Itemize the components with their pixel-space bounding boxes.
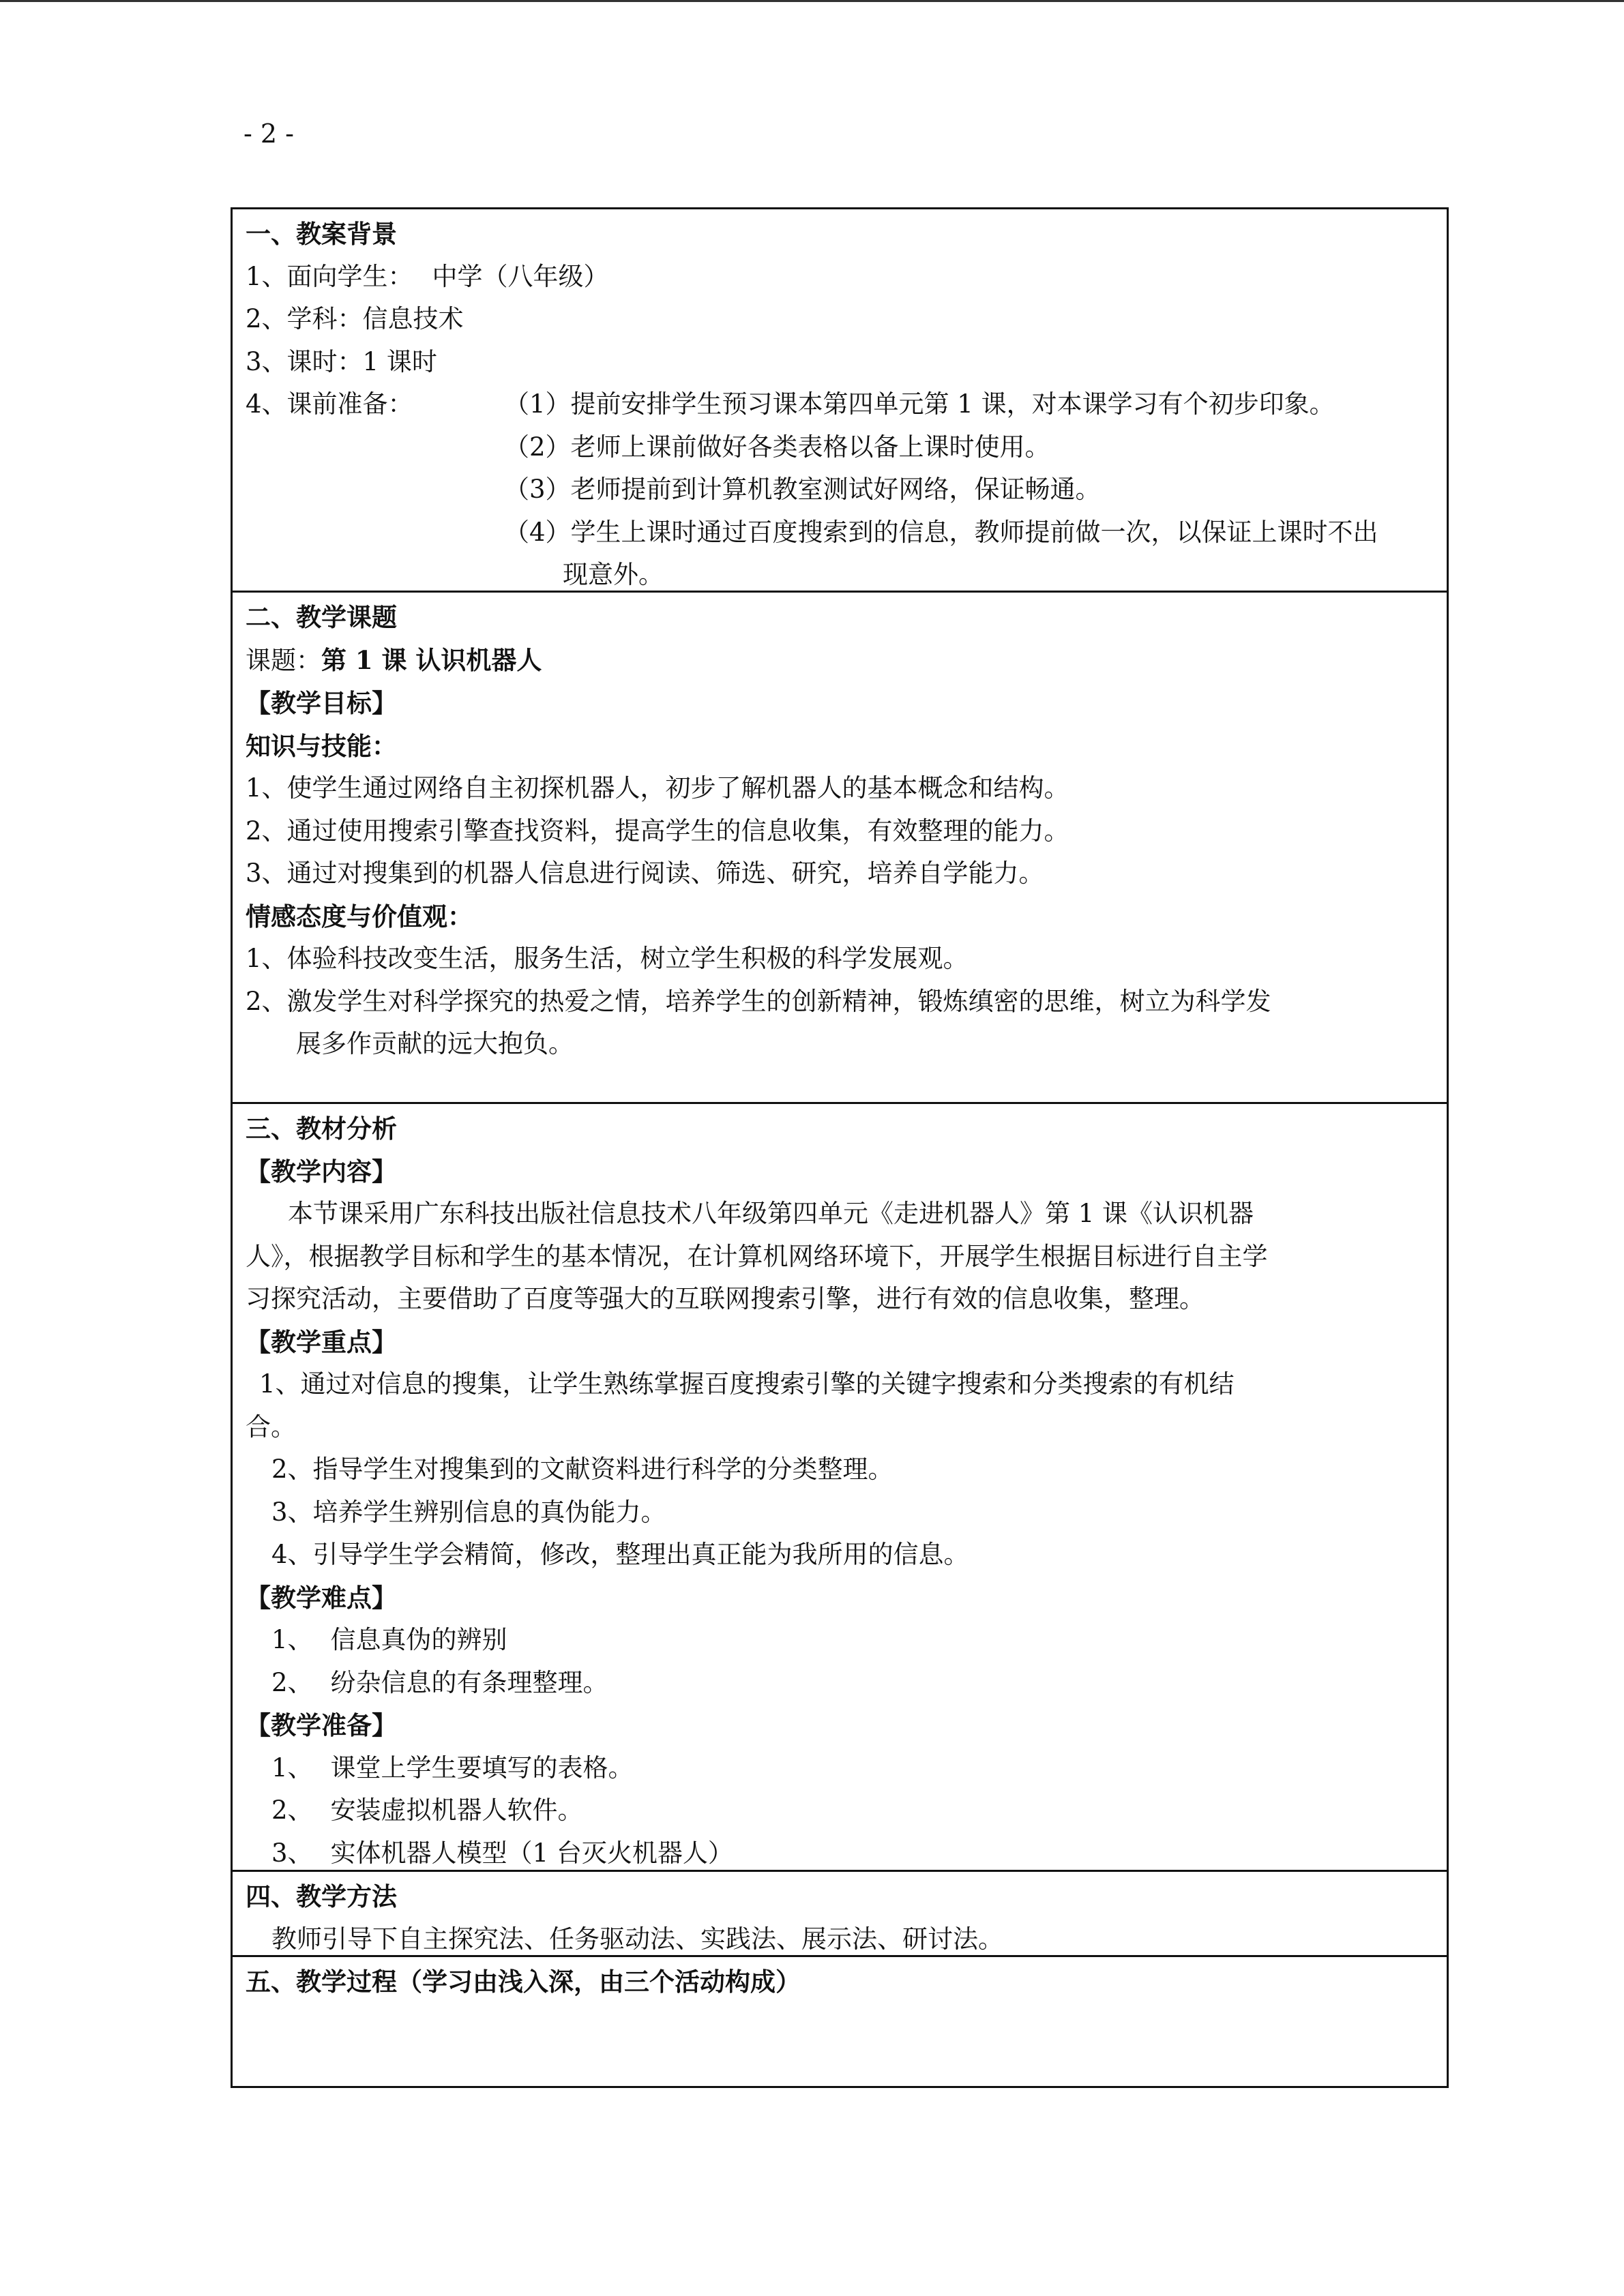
attitude-item: 2、激发学生对科学探究的热爱之情，培养学生的创新精神，锻炼缜密的思维，树立为科学发 — [246, 986, 1271, 1016]
prep-item: （3）老师提前到计算机教室测试好网络，保证畅通。 — [504, 475, 1101, 504]
prep-item: （2）老师上课前做好各类表格以备上课时使用。 — [504, 432, 1050, 462]
difficulty-item — [246, 1662, 1432, 1705]
difficulty-item — [246, 1619, 1432, 1662]
key-points-title: 【教学重点】 — [246, 1326, 397, 1357]
preparation-item — [246, 1747, 1432, 1790]
section-title: 一、教案背景 — [246, 219, 397, 249]
item-number: 2、 — [271, 1667, 313, 1697]
item-text: 实体机器人模型（1 台灭火机器人） — [330, 1838, 733, 1868]
section-title: 二、教学课题 — [246, 602, 397, 632]
topic-label: 课题： — [246, 645, 321, 675]
item-text: 纷杂信息的有条理整理。 — [330, 1667, 608, 1697]
attitude-item: 1、体验科技改变生活，服务生活，树立学生积极的科学发展观。 — [246, 944, 969, 973]
preparation-item — [246, 1832, 1432, 1875]
prep-item: （4）学生上课时通过百度搜索到的信息，教师提前做一次，以保证上课时不出 — [504, 517, 1378, 547]
item-number: 1、 — [271, 1753, 313, 1783]
method-text: 教师引导下自主探究法、任务驱动法、实践法、展示法、研讨法。 — [271, 1924, 1003, 1954]
section-title: 三、教材分析 — [246, 1114, 397, 1144]
content-paragraph-line: 人》，根据教学目标和学生的基本情况，在计算机网络环境下，开展学生根据目标进行自主学 — [246, 1241, 1268, 1271]
prep-label: 4、课前准备： — [246, 389, 413, 419]
attitude-title: 情感态度与价值观： — [246, 901, 473, 931]
section-background — [231, 207, 1449, 593]
section-teaching-process — [231, 1957, 1449, 2088]
knowledge-item: 2、通过使用搜索引擎查找资料，提高学生的信息收集，有效整理的能力。 — [246, 816, 1069, 846]
key-point-item: 4、引导学生学会精简，修改，整理出真正能为我所用的信息。 — [271, 1540, 969, 1569]
knowledge-title: 知识与技能： — [246, 730, 397, 761]
preparation-item — [246, 1789, 1432, 1832]
prep-item-continuation: 现意外。 — [563, 560, 664, 589]
section-teaching-method — [231, 1872, 1449, 1957]
topic-value: 第 1 课 认识机器人 — [321, 644, 542, 675]
prep-line — [246, 383, 1432, 426]
section-topic — [231, 593, 1449, 1104]
item-number: 1、 — [271, 1625, 313, 1654]
section-title: 四、教学方法 — [246, 1881, 397, 1911]
subject-line: 2、学科：信息技术 — [246, 304, 464, 333]
audience-line — [246, 256, 1432, 299]
content-paragraph-line: 本节课采用广东科技出版社信息技术八年级第四单元《走进机器人》第 1 课《认识机器 — [288, 1199, 1254, 1228]
page-number: - 2 - — [243, 119, 295, 149]
knowledge-item: 1、使学生通过网络自主初探机器人，初步了解机器人的基本概念和结构。 — [246, 773, 1069, 803]
prep-item: （1）提前安排学生预习课本第四单元第 1 课，对本课学习有个初步印象。 — [504, 389, 1335, 419]
topic-line — [246, 639, 1432, 683]
key-point-continuation: 合。 — [246, 1412, 296, 1442]
item-text: 安装虚拟机器人软件。 — [330, 1795, 583, 1825]
item-number: 2、 — [271, 1795, 313, 1825]
key-point-item: 2、指导学生对搜集到的文献资料进行科学的分类整理。 — [271, 1455, 894, 1484]
section-material-analysis — [231, 1104, 1449, 1872]
goals-title: 【教学目标】 — [246, 688, 397, 718]
item-text: 课堂上学生要填写的表格。 — [330, 1753, 634, 1783]
key-point-item: 1、通过对信息的搜集，让学生熟练掌握百度搜索引擎的关键字搜索和分类搜索的有机结 — [259, 1369, 1235, 1399]
preparation-title: 【教学准备】 — [246, 1710, 397, 1740]
content-paragraph-line: 习探究活动，主要借助了百度等强大的互联网搜索引擎，进行有效的信息收集，整理。 — [246, 1284, 1205, 1313]
top-border-line — [0, 0, 1624, 2]
key-point-item: 3、培养学生辨别信息的真伪能力。 — [271, 1497, 666, 1527]
lesson-plan-table — [231, 207, 1449, 2088]
attitude-item-continuation: 展多作贡献的远大抱负。 — [296, 1029, 574, 1058]
knowledge-item: 3、通过对搜集到的机器人信息进行阅读、筛选、研究，培养自学能力。 — [246, 859, 1044, 888]
audience-value: 中学（八年级） — [432, 261, 609, 291]
section-title: 五、教学过程（学习由浅入深，由三个活动构成） — [246, 1967, 801, 1997]
hours-line: 3、课时：1 课时 — [246, 346, 437, 376]
item-text: 信息真伪的辨别 — [330, 1625, 507, 1654]
audience-label: 1、面向学生： — [246, 261, 413, 291]
content-title: 【教学内容】 — [246, 1156, 397, 1187]
difficulty-title: 【教学难点】 — [246, 1582, 397, 1613]
item-number: 3、 — [271, 1838, 313, 1868]
